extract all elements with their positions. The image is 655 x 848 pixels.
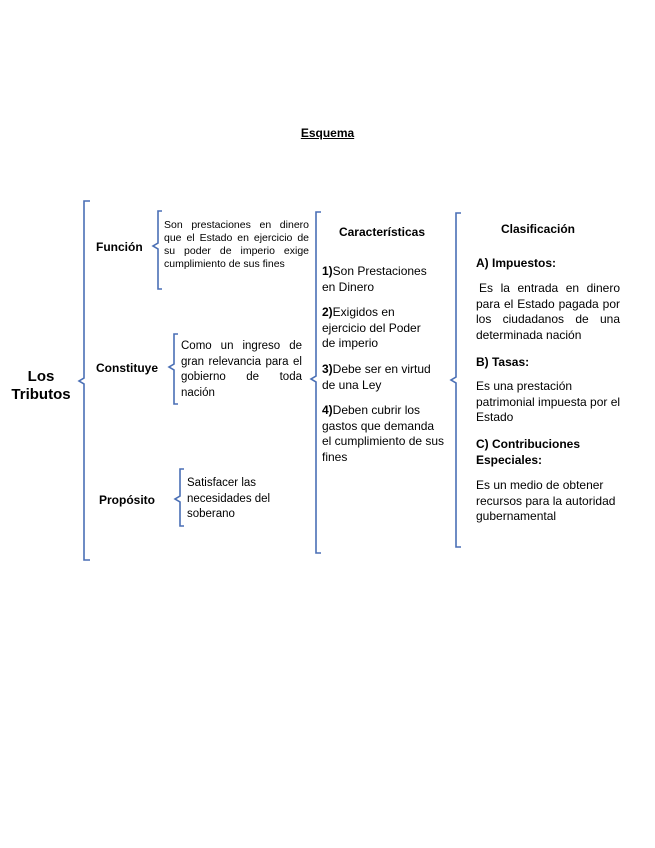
clasificacion-heading: Clasificación	[500, 222, 576, 236]
constituye-brace	[169, 334, 178, 404]
proposito-brace	[175, 469, 184, 526]
constituye-text: Como un ingreso de gran relevancia para el gobierno de toda nación	[181, 340, 302, 399]
item-text: Son Prestaciones en Dinero	[322, 264, 427, 294]
item-text: Exigidos en ejercicio del Poder de imperio	[322, 305, 421, 350]
caracteristica-item	[322, 362, 444, 393]
main-brace	[79, 201, 90, 560]
contribuciones-title: C) Contribuciones Especiales:	[476, 437, 580, 467]
caracteristicas-heading: Características	[338, 225, 426, 239]
tasas-title: B) Tasas:	[476, 355, 530, 369]
caracteristica-item	[322, 305, 434, 352]
diagram-title: Esquema	[300, 126, 355, 140]
caracteristica-item	[322, 403, 446, 465]
item-text: Deben cubrir los gastos que demanda el cumplimiento de sus fines	[322, 403, 445, 464]
proposito-label: Propósito	[99, 493, 155, 507]
funcion-label: Función	[96, 240, 143, 254]
item-number: 4)	[322, 403, 333, 417]
item-number: 3)	[322, 362, 333, 376]
clasificacion-brace	[451, 213, 461, 547]
impuestos-text: Es la entrada en dinero para el Estado pagada por los ciudadanos de una determinada nación	[476, 281, 620, 342]
constituye-label: Constituye	[96, 361, 159, 375]
caracteristicas-brace	[311, 212, 321, 553]
item-number: 2)	[322, 305, 333, 319]
tasas-text: Es una prestación patrimonial impuesta por el Estado	[476, 379, 621, 424]
funcion-brace	[153, 211, 162, 289]
caracteristica-item	[322, 264, 442, 295]
contribuciones-text: Es un medio de obtener recursos para la autoridad gubernamental	[476, 478, 616, 523]
item-number: 1)	[322, 264, 333, 278]
funcion-text: Son prestaciones en dinero que el Estado en ejercicio de su poder de imperio exige cumplimiento de sus fines	[164, 219, 309, 270]
proposito-text: Satisfacer las necesidades del soberano	[187, 477, 271, 520]
impuestos-title: A) Impuestos:	[476, 256, 557, 270]
item-text: Debe ser en virtud de una Ley	[322, 362, 431, 392]
main-topic-label: Los Tributos	[11, 368, 71, 403]
